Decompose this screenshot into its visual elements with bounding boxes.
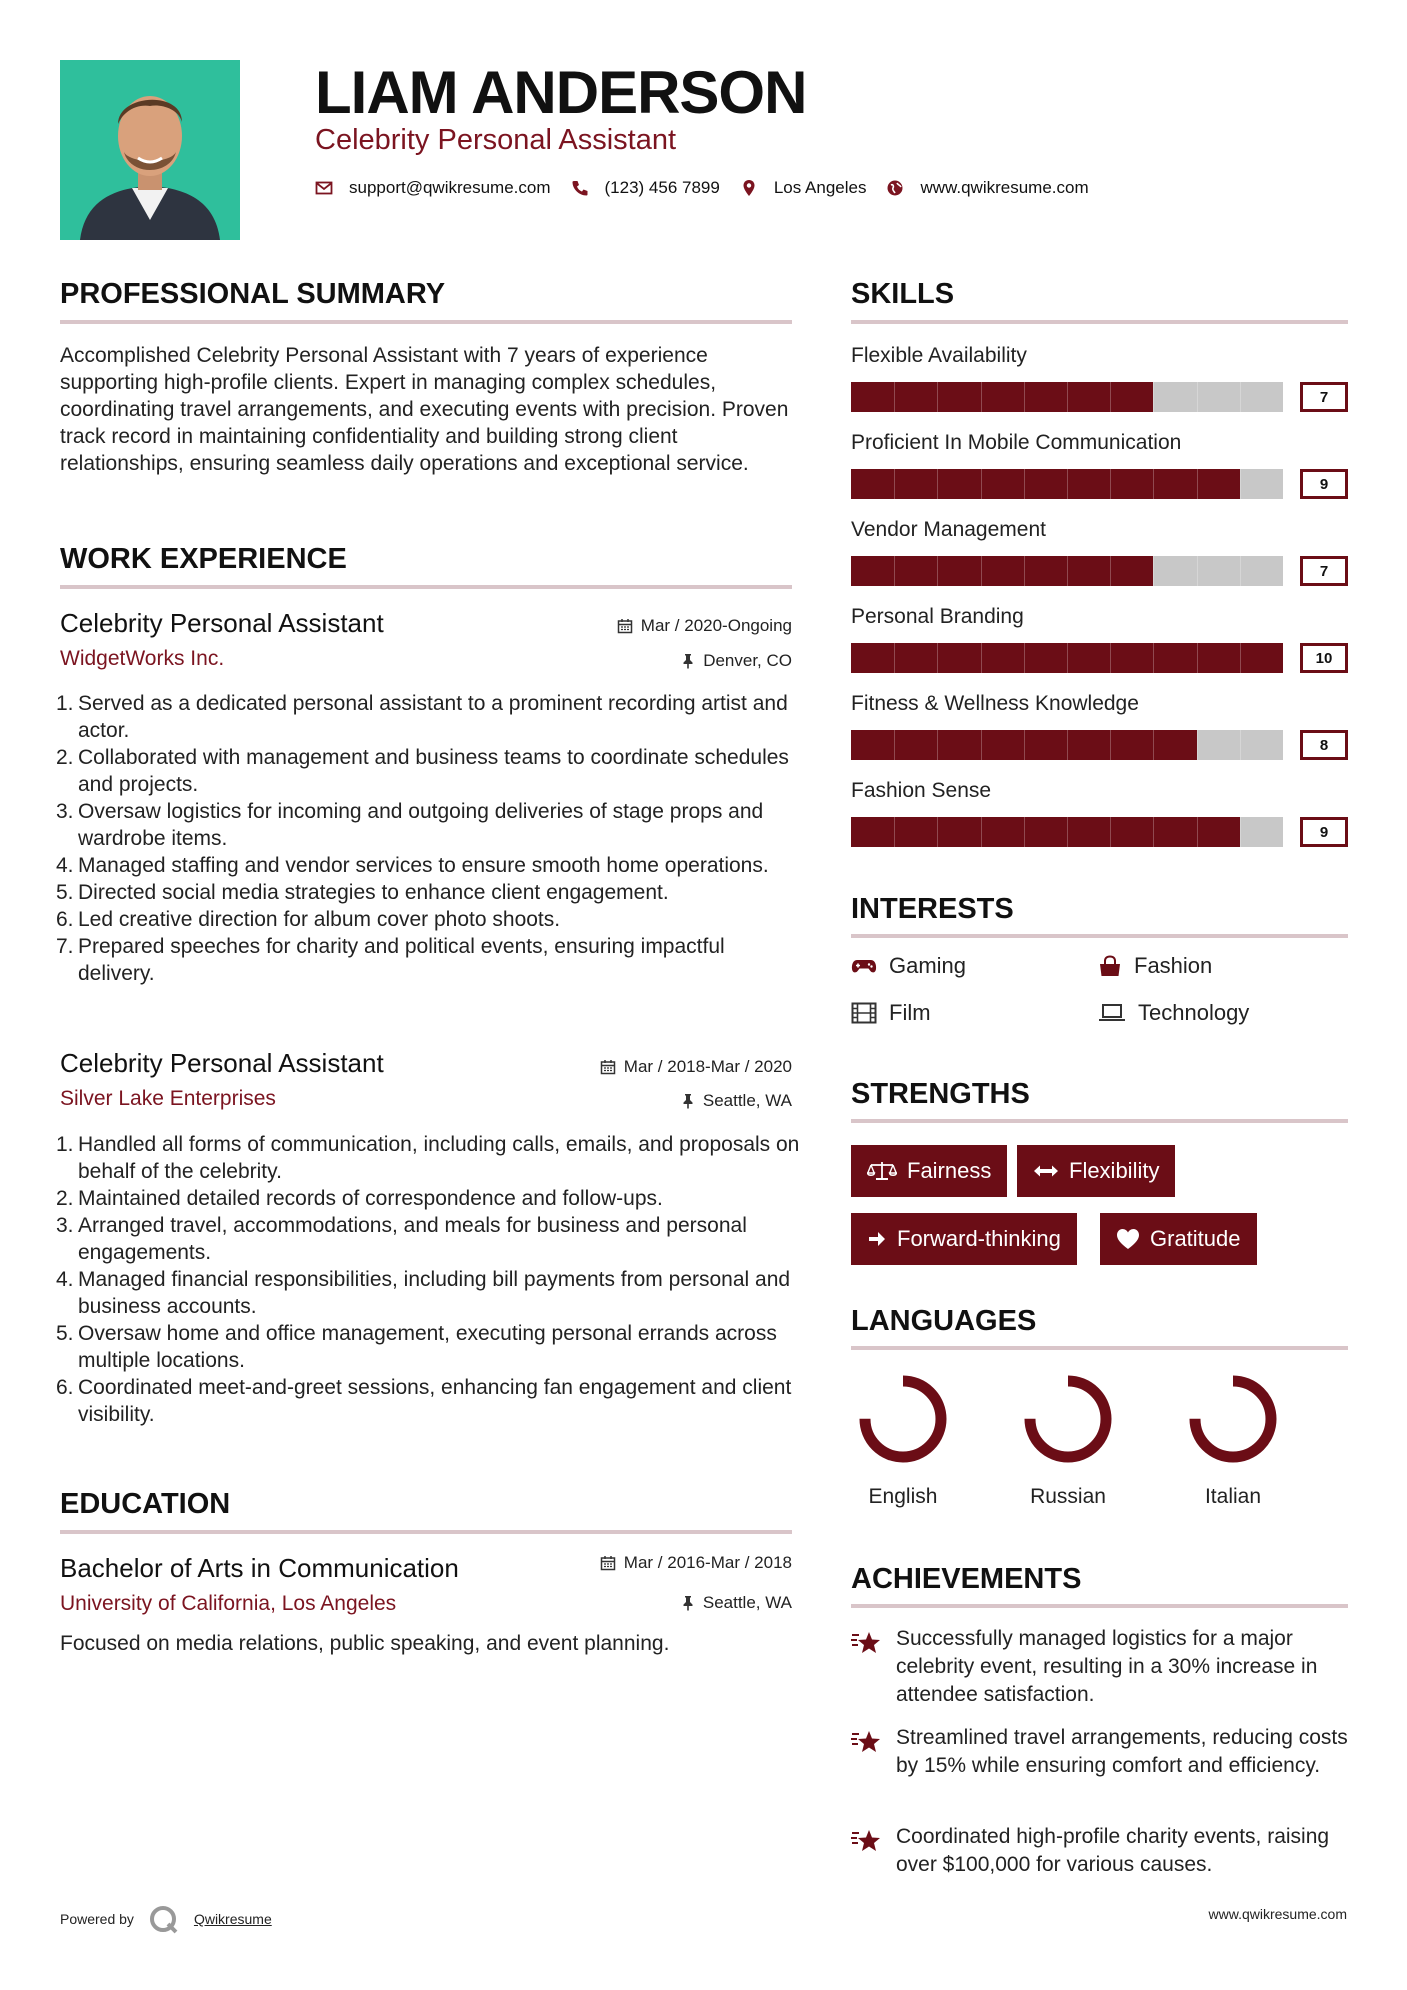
skill-fill <box>851 817 1240 847</box>
achievements-rule <box>851 1604 1348 1608</box>
skill-level: 9 <box>1300 469 1348 499</box>
job-1-title: Celebrity Personal Assistant <box>60 608 384 638</box>
strength-fairness: Fairness <box>851 1145 1007 1197</box>
email-text: support@qwikresume.com <box>349 178 551 197</box>
language-ring <box>1018 1369 1118 1469</box>
star-badge-icon <box>851 1729 881 1755</box>
strength-gratitude: Gratitude <box>1100 1213 1257 1265</box>
skill-segment-divider <box>937 817 938 847</box>
list-item: 2. Maintained detailed records of correspondence and follow-ups. <box>56 1187 663 1210</box>
skill-segment-divider <box>1110 730 1111 760</box>
skill-level: 7 <box>1300 382 1348 412</box>
skill-segment-divider <box>1067 817 1068 847</box>
list-item: 4. Managed staffing and vendor services to ensure smooth home operations. <box>56 854 769 877</box>
achievement-2: Streamlined travel arrangements, reducing costs by 15% while ensuring comfort and efficiency. <box>896 1726 1348 1777</box>
footer-powered-by: Powered by Qwikresume <box>60 1904 272 1934</box>
language-level-arc <box>865 1381 941 1457</box>
skill-segment-divider <box>894 382 895 412</box>
skill-bar <box>851 643 1339 673</box>
heart-icon <box>1116 1228 1140 1250</box>
experience-heading: WORK EXPERIENCE <box>60 543 347 575</box>
job-2-company: Silver Lake Enterprises <box>60 1087 276 1110</box>
arrow-right-icon <box>867 1229 887 1249</box>
qwikresume-logo-icon <box>148 1904 182 1934</box>
skill-segment-divider <box>981 556 982 586</box>
skills-rule <box>851 320 1348 324</box>
experience-rule <box>60 585 792 589</box>
skill-name: Fashion Sense <box>851 779 992 802</box>
candidate-role: Celebrity Personal Assistant <box>315 124 677 156</box>
job-2-title: Celebrity Personal Assistant <box>60 1048 384 1078</box>
languages-heading: LANGUAGES <box>851 1305 1037 1337</box>
map-pin-icon <box>740 179 758 197</box>
phone-text: (123) 456 7899 <box>604 178 720 197</box>
phone-icon <box>571 179 589 197</box>
gamepad-icon <box>851 957 877 975</box>
star-badge-icon <box>851 1828 881 1854</box>
list-item: 6. Led creative direction for album cover photo shoots. <box>56 908 561 931</box>
skill-segment-divider <box>1067 556 1068 586</box>
skill-segment-divider <box>1024 469 1025 499</box>
profile-photo <box>60 60 240 240</box>
contact-phone[interactable] <box>571 178 720 198</box>
skill-segment-divider <box>1240 817 1241 847</box>
arrows-horizontal-icon <box>1033 1164 1059 1178</box>
skill-segment-divider <box>1067 730 1068 760</box>
interests-heading: INTERESTS <box>851 893 1014 925</box>
list-item: 2. Collaborated with management and business teams to coordinate schedules and projects. <box>56 746 789 796</box>
laptop-icon <box>1098 1003 1126 1023</box>
skill-segment-divider <box>1153 643 1154 673</box>
degree-title: Bachelor of Arts in Communication <box>60 1553 459 1583</box>
candidate-name: LIAM ANDERSON <box>315 59 807 126</box>
pushpin-icon <box>681 1093 695 1109</box>
language-level-arc <box>1030 1381 1106 1457</box>
skill-name: Fitness & Wellness Knowledge <box>851 692 1139 715</box>
job-1-dates <box>500 616 792 636</box>
skill-segment-divider <box>1197 643 1198 673</box>
list-item: 4. Managed financial responsibilities, including bill payments from personal and business accounts. <box>56 1268 791 1318</box>
contact-location <box>740 178 867 198</box>
list-item: 7. Prepared speeches for charity and political events, ensuring impactful delivery. <box>56 935 725 985</box>
language-label: English <box>868 1485 938 1508</box>
skill-segment-divider <box>1024 817 1025 847</box>
list-item: 1. Handled all forms of communication, including calls, emails, and proposals on behalf of the celebrity. <box>56 1133 800 1183</box>
skill-segment-divider <box>1240 730 1241 760</box>
skill-segment-divider <box>937 469 938 499</box>
skill-segment-divider <box>1024 643 1025 673</box>
summary-heading: PROFESSIONAL SUMMARY <box>60 278 446 310</box>
skill-segment-divider <box>1197 469 1198 499</box>
skill-name: Proficient In Mobile Communication <box>851 431 1182 454</box>
skill-segment-divider <box>1240 382 1241 412</box>
skill-segment-divider <box>1024 730 1025 760</box>
contact-website[interactable] <box>886 178 1088 198</box>
job-1-dates-text: Mar / 2020-Ongoing <box>640 616 792 635</box>
footer-website[interactable]: www.qwikresume.com <box>1208 1906 1347 1922</box>
list-item: 5. Oversaw home and office management, executing personal errands across multiple locations. <box>56 1322 777 1372</box>
website-text: www.qwikresume.com <box>920 178 1089 197</box>
language-label: Russian <box>1030 1485 1106 1508</box>
star-badge-icon <box>851 1630 881 1656</box>
education-rule <box>60 1530 792 1534</box>
skill-segment-divider <box>1024 382 1025 412</box>
skill-segment-divider <box>1067 469 1068 499</box>
list-item: 3. Arranged travel, accommodations, and meals for business and personal engagements. <box>56 1214 747 1264</box>
skill-segment-divider <box>1110 556 1111 586</box>
skill-segment-divider <box>937 382 938 412</box>
list-item: 6. Coordinated meet-and-greet sessions, enhancing fan engagement and client visibility. <box>56 1376 792 1426</box>
calendar-icon <box>600 1555 616 1571</box>
skill-segment-divider <box>937 730 938 760</box>
location-text: Los Angeles <box>773 178 867 197</box>
skill-segment-divider <box>981 730 982 760</box>
skill-segment-divider <box>937 643 938 673</box>
job-1-location <box>500 651 792 671</box>
achievements-heading: ACHIEVEMENTS <box>851 1563 1082 1595</box>
contact-bar <box>315 178 1109 198</box>
interest-film: Film <box>851 1000 931 1026</box>
list-item: 3. Oversaw logistics for incoming and outgoing deliveries of stage props and wardrobe items. <box>56 800 764 850</box>
job-2-dates <box>500 1057 792 1077</box>
language-ring <box>1183 1369 1283 1469</box>
job-2-location <box>500 1091 792 1111</box>
list-item: 1. Served as a dedicated personal assistant to a prominent recording artist and actor. <box>56 692 788 742</box>
achievement-1: Successfully managed logistics for a major celebrity event, resulting in a 30% increase in attendee satisfaction. <box>896 1627 1318 1706</box>
skill-segment-divider <box>1197 817 1198 847</box>
skill-segment-divider <box>1067 382 1068 412</box>
skill-segment-divider <box>1024 556 1025 586</box>
skill-bar <box>851 469 1339 499</box>
skill-segment-divider <box>894 817 895 847</box>
job-1-location-text: Denver, CO <box>703 651 792 670</box>
skill-segment-divider <box>1067 643 1068 673</box>
interest-fashion: Fashion <box>1098 953 1212 979</box>
skill-segment-divider <box>1153 817 1154 847</box>
skill-level: 10 <box>1300 643 1348 673</box>
skill-segment-divider <box>1153 556 1154 586</box>
skill-name: Vendor Management <box>851 518 1046 541</box>
strength-flexibility: Flexibility <box>1017 1145 1175 1197</box>
pushpin-icon <box>681 653 695 669</box>
languages-rule <box>851 1346 1348 1350</box>
skill-segment-divider <box>1197 556 1198 586</box>
interest-technology: Technology <box>1098 1000 1249 1026</box>
skill-segment-divider <box>1240 643 1241 673</box>
summary-text: Accomplished Celebrity Personal Assistant with 7 years of experience supporting high-profile clients. Expert in managing complex schedules, coordinating travel arrangements, and executing events with precision. Proven track record in maintaining confidentiality and building strong client relationships, ensuring seamless daily operations and exceptional service. <box>60 344 789 475</box>
balance-scale-icon <box>867 1160 897 1182</box>
skill-segment-divider <box>894 556 895 586</box>
qwikresume-link[interactable]: Qwikresume <box>193 1911 272 1927</box>
strength-forward-thinking: Forward-thinking <box>851 1213 1077 1265</box>
skill-name: Flexible Availability <box>851 344 1027 367</box>
education-description: Focused on media relations, public speaking, and event planning. <box>60 1632 670 1655</box>
skills-heading: SKILLS <box>851 278 955 310</box>
education-dates-text: Mar / 2016-Mar / 2018 <box>623 1553 792 1572</box>
skill-segment-divider <box>1240 556 1241 586</box>
skill-bar <box>851 382 1339 412</box>
education-location-text: Seattle, WA <box>702 1593 792 1612</box>
skill-name: Personal Branding <box>851 605 1024 628</box>
interest-gaming: Gaming <box>851 953 966 979</box>
pushpin-icon <box>681 1595 695 1611</box>
achievement-3: Coordinated high-profile charity events, raising over $100,000 for various causes. <box>896 1825 1330 1876</box>
skill-level: 8 <box>1300 730 1348 760</box>
language-ring <box>853 1369 953 1469</box>
job-1-duties <box>56 690 800 987</box>
skill-segment-divider <box>1110 643 1111 673</box>
strengths-rule <box>851 1119 1348 1123</box>
job-2-duties <box>56 1131 800 1428</box>
skill-segment-divider <box>1110 382 1111 412</box>
calendar-icon <box>617 618 633 634</box>
skill-segment-divider <box>981 382 982 412</box>
language-label: Italian <box>1204 1485 1262 1508</box>
contact-email[interactable] <box>315 178 551 198</box>
skill-segment-divider <box>1197 382 1198 412</box>
skill-segment-divider <box>981 469 982 499</box>
skill-segment-divider <box>1153 469 1154 499</box>
skill-segment-divider <box>937 556 938 586</box>
shopping-bag-icon <box>1098 955 1122 977</box>
skill-bar <box>851 730 1339 760</box>
education-heading: EDUCATION <box>60 1488 231 1520</box>
skill-bar <box>851 817 1339 847</box>
skill-fill <box>851 556 1153 586</box>
interests-rule <box>851 934 1348 938</box>
job-2-dates-text: Mar / 2018-Mar / 2020 <box>623 1057 792 1076</box>
skill-segment-divider <box>1153 382 1154 412</box>
skill-segment-divider <box>981 643 982 673</box>
skill-fill <box>851 469 1240 499</box>
list-item: 5. Directed social media strategies to enhance client engagement. <box>56 881 669 904</box>
globe-icon <box>886 179 904 197</box>
job-1-company: WidgetWorks Inc. <box>60 647 225 670</box>
skill-segment-divider <box>1110 469 1111 499</box>
skill-segment-divider <box>1110 817 1111 847</box>
school-name: University of California, Los Angeles <box>60 1592 397 1615</box>
job-2-location-text: Seattle, WA <box>702 1091 792 1110</box>
skill-segment-divider <box>894 643 895 673</box>
language-level-arc <box>1195 1381 1271 1457</box>
education-location <box>500 1593 792 1613</box>
calendar-icon <box>600 1059 616 1075</box>
skill-segment-divider <box>894 730 895 760</box>
film-icon <box>851 1002 877 1024</box>
skill-level: 7 <box>1300 556 1348 586</box>
envelope-icon <box>315 179 333 197</box>
skill-segment-divider <box>1197 730 1198 760</box>
skill-segment-divider <box>981 817 982 847</box>
summary-rule <box>60 320 792 324</box>
skill-bar <box>851 556 1339 586</box>
skill-segment-divider <box>894 469 895 499</box>
education-dates <box>500 1553 792 1573</box>
skill-segment-divider <box>1153 730 1154 760</box>
strengths-heading: STRENGTHS <box>851 1078 1030 1110</box>
skill-level: 9 <box>1300 817 1348 847</box>
skill-segment-divider <box>1240 469 1241 499</box>
skill-fill <box>851 382 1153 412</box>
